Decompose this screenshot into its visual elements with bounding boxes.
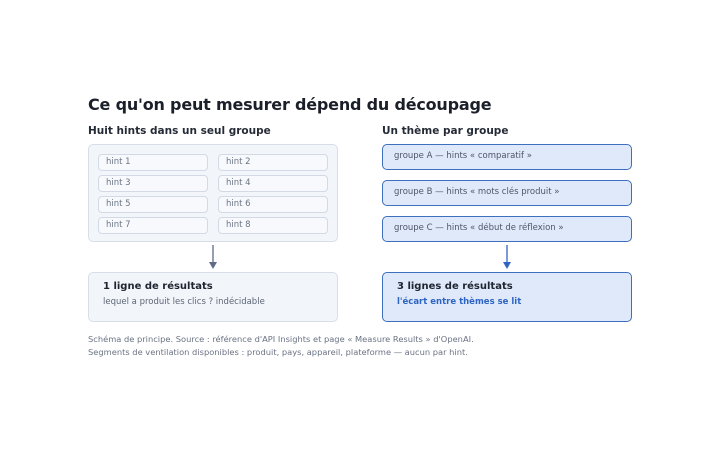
result-title: 1 ligne de résultats: [103, 281, 213, 292]
down-arrow-right: [501, 244, 513, 270]
hint-chip: hint 2: [218, 154, 328, 171]
diagram-title: Ce qu'on peut mesurer dépend du découpage: [88, 95, 492, 114]
hint-chip: hint 1: [98, 154, 208, 171]
theme-group-b: groupe B — hints « mots clés produit »: [382, 180, 632, 206]
hint-chip: hint 5: [98, 196, 208, 213]
footnote-segments: Segments de ventilation disponibles : produit, pays, appareil, plateforme — aucun par hint.: [88, 347, 468, 357]
result-box-themed: [382, 272, 632, 322]
down-arrow-left: [207, 244, 219, 270]
theme-group-a: groupe A — hints « comparatif »: [382, 144, 632, 170]
hint-chip: hint 6: [218, 196, 328, 213]
result-subtitle: l'écart entre thèmes se lit: [397, 297, 522, 307]
result-subtitle: lequel a produit les clics ? indécidable: [103, 297, 265, 307]
hint-chip: hint 3: [98, 175, 208, 192]
hint-chip: hint 7: [98, 217, 208, 234]
theme-group-c: groupe C — hints « début de réflexion »: [382, 216, 632, 242]
result-title: 3 lignes de résultats: [397, 281, 513, 292]
result-box-single: [88, 272, 338, 322]
hint-chip: hint 8: [218, 217, 328, 234]
right-column-heading: Un thème par groupe: [382, 125, 509, 137]
hint-chip: hint 4: [218, 175, 328, 192]
footnote-source: Schéma de principe. Source : référence d'API Insights et page « Measure Results » d'OpenAI.: [88, 334, 474, 344]
left-column-heading: Huit hints dans un seul groupe: [88, 125, 271, 137]
single-hint-group: [88, 144, 338, 242]
